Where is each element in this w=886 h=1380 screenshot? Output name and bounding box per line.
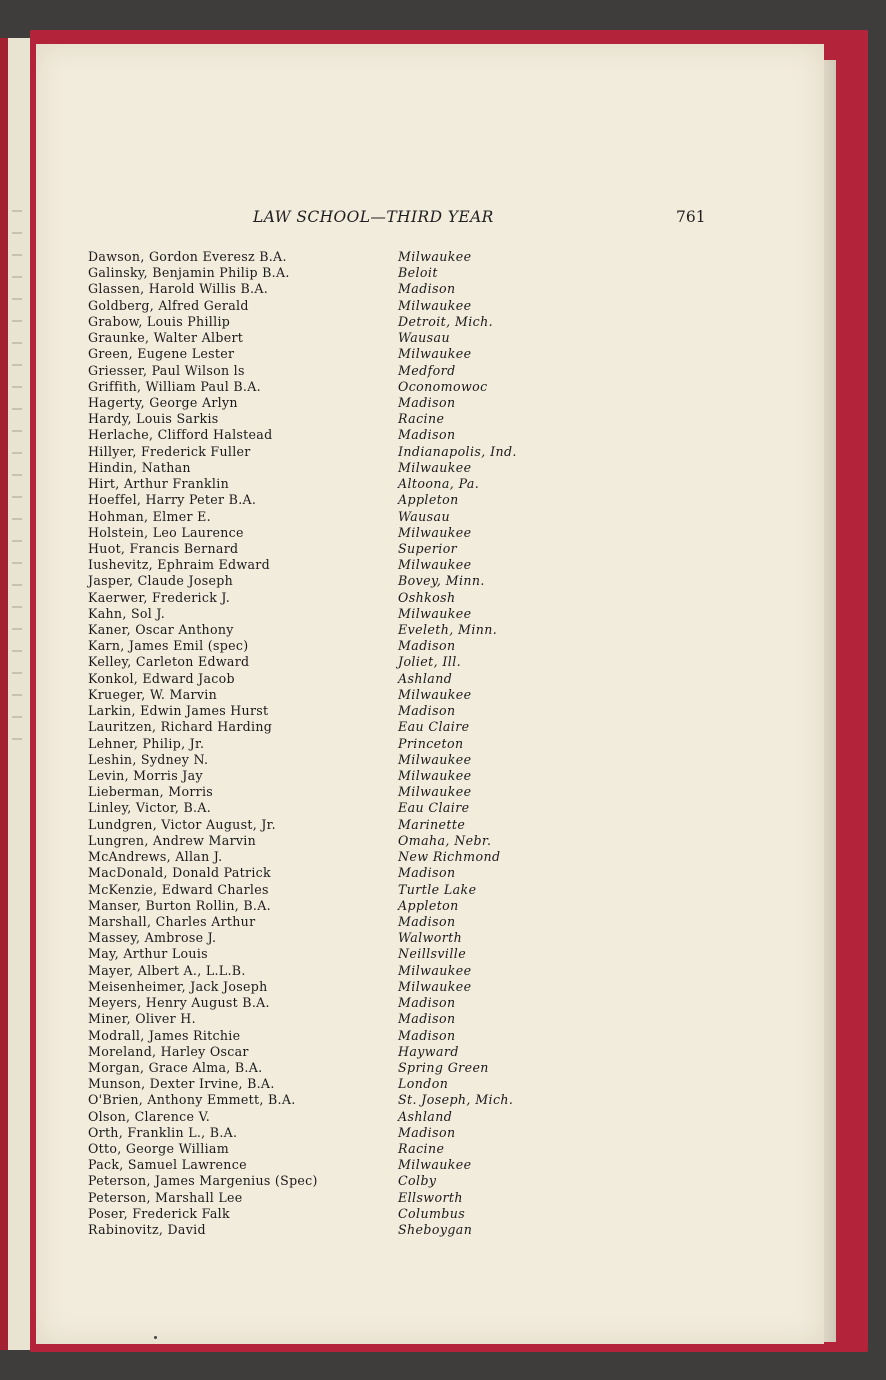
list-item <box>88 882 748 898</box>
student-hometown: Milwaukee <box>398 605 472 621</box>
list-item <box>88 817 748 833</box>
student-name: Krueger, W. Marvin <box>88 686 217 702</box>
student-name: MacDonald, Donald Patrick <box>88 865 271 881</box>
student-hometown: Appleton <box>398 897 459 913</box>
student-name: Kelley, Carleton Edward <box>88 654 250 670</box>
student-name: Mayer, Albert A., L.L.B. <box>88 962 246 978</box>
student-hometown: Eau Claire <box>398 800 470 816</box>
student-hometown: Medford <box>398 362 456 378</box>
student-name: Moreland, Harley Oscar <box>88 1043 249 1059</box>
list-item <box>88 1190 748 1206</box>
student-hometown: Ashland <box>398 1108 453 1124</box>
list-item <box>88 298 748 314</box>
list-item <box>88 979 748 995</box>
student-name: Green, Eugene Lester <box>88 346 235 362</box>
student-hometown: Walworth <box>398 930 463 946</box>
student-hometown: Detroit, Mich. <box>398 313 493 329</box>
student-name: Galinsky, Benjamin Philip B.A. <box>88 265 290 281</box>
student-name: Herlache, Clifford Halstead <box>88 427 273 443</box>
list-item <box>88 784 748 800</box>
student-hometown: Milwaukee <box>398 297 472 313</box>
list-item <box>88 1125 748 1141</box>
binding-edge <box>0 38 8 1350</box>
student-name: Huot, Francis Bernard <box>88 540 239 556</box>
student-name: Modrall, James Ritchie <box>88 1027 241 1043</box>
list-item <box>88 1173 748 1189</box>
student-name: Lundgren, Victor August, Jr. <box>88 816 276 832</box>
list-item <box>88 1028 748 1044</box>
student-hometown: Colby <box>398 1173 437 1189</box>
student-hometown: Milwaukee <box>398 557 472 573</box>
student-hometown: Eveleth, Minn. <box>398 622 498 638</box>
student-hometown: Madison <box>398 703 456 719</box>
student-name: Grabow, Louis Phillip <box>88 313 231 329</box>
student-hometown: Madison <box>398 281 456 297</box>
student-name: O'Brien, Anthony Emmett, B.A. <box>88 1092 296 1108</box>
student-hometown: Beloit <box>398 265 438 281</box>
student-hometown: Turtle Lake <box>398 881 477 897</box>
list-item <box>88 849 748 865</box>
list-item <box>88 265 748 281</box>
list-item <box>88 363 748 379</box>
student-name: Marshall, Charles Arthur <box>88 913 256 929</box>
student-hometown: Sheboygan <box>398 1222 473 1238</box>
list-item <box>88 411 748 427</box>
student-name: Hirt, Arthur Franklin <box>88 476 229 492</box>
student-hometown: Appleton <box>398 492 459 508</box>
list-item <box>88 930 748 946</box>
student-name: Glassen, Harold Willis B.A. <box>88 281 269 297</box>
student-name: Lungren, Andrew Marvin <box>88 832 257 848</box>
student-hometown: Madison <box>398 394 456 410</box>
list-item <box>88 865 748 881</box>
list-item <box>88 946 748 962</box>
ink-speck <box>154 1336 157 1339</box>
student-hometown: Madison <box>398 427 456 443</box>
student-hometown: Milwaukee <box>398 962 472 978</box>
student-hometown: Madison <box>398 1124 456 1140</box>
student-name: Linley, Victor, B.A. <box>88 800 212 816</box>
student-name: May, Arthur Louis <box>88 946 208 962</box>
list-item <box>88 736 748 752</box>
list-item <box>88 1044 748 1060</box>
student-hometown: St. Joseph, Mich. <box>398 1092 514 1108</box>
student-name: Graunke, Walter Albert <box>88 330 244 346</box>
student-hometown: Milwaukee <box>398 1157 472 1173</box>
student-name: Leshin, Sydney N. <box>88 751 209 767</box>
student-hometown: Bovey, Minn. <box>398 573 485 589</box>
student-name: Goldberg, Alfred Gerald <box>88 297 249 313</box>
list-item <box>88 379 748 395</box>
student-hometown: Superior <box>398 540 458 556</box>
student-name: Peterson, Marshall Lee <box>88 1189 243 1205</box>
student-name: Levin, Morris Jay <box>88 768 203 783</box>
list-item <box>88 638 748 654</box>
list-item <box>88 606 748 622</box>
page-header <box>36 208 824 228</box>
page-number: 761 <box>676 208 706 226</box>
student-hometown: Eau Claire <box>398 719 470 735</box>
list-item <box>88 1060 748 1076</box>
student-hometown: Milwaukee <box>398 784 472 800</box>
student-hometown: Racine <box>398 411 445 427</box>
student-name: Holstein, Leo Laurence <box>88 524 244 540</box>
student-name: Jasper, Claude Joseph <box>88 573 233 589</box>
student-name: Griffith, William Paul B.A. <box>88 378 261 394</box>
list-item <box>88 1076 748 1092</box>
student-hometown: Madison <box>398 865 456 881</box>
student-hometown: Madison <box>398 1027 456 1043</box>
student-name: McAndrews, Allan J. <box>88 849 223 865</box>
student-hometown: Ashland <box>398 670 453 686</box>
student-name: Konkol, Edward Jacob <box>88 670 235 686</box>
student-name: Poser, Frederick Falk <box>88 1205 230 1221</box>
student-name: Otto, George William <box>88 1141 229 1157</box>
list-item <box>88 492 748 508</box>
student-hometown: Milwaukee <box>398 978 472 994</box>
list-item <box>88 541 748 557</box>
page-stack-edge <box>824 60 836 1342</box>
student-hometown: Omaha, Nebr. <box>398 832 492 848</box>
list-item <box>88 1011 748 1027</box>
student-name: Lehner, Philip, Jr. <box>88 735 205 751</box>
book-page <box>36 44 824 1344</box>
student-name: Hohman, Elmer E. <box>88 508 211 524</box>
list-item <box>88 330 748 346</box>
student-hometown: Princeton <box>398 735 464 751</box>
student-hometown: Altoona, Pa. <box>398 476 480 492</box>
student-hometown: Milwaukee <box>398 249 472 264</box>
student-hometown: Columbus <box>398 1205 466 1221</box>
student-name: Miner, Oliver H. <box>88 1011 196 1027</box>
student-name: Massey, Ambrose J. <box>88 930 217 946</box>
student-hometown: Madison <box>398 638 456 654</box>
list-item <box>88 768 748 784</box>
list-item <box>88 460 748 476</box>
list-item <box>88 1222 748 1238</box>
student-hometown: Milwaukee <box>398 346 472 362</box>
list-item <box>88 573 748 589</box>
student-name: Manser, Burton Rollin, B.A. <box>88 897 271 913</box>
student-name: Morgan, Grace Alma, B.A. <box>88 1059 263 1075</box>
student-name: Lieberman, Morris <box>88 784 214 800</box>
list-item <box>88 590 748 606</box>
list-item <box>88 963 748 979</box>
student-name: Kaner, Oscar Anthony <box>88 622 234 638</box>
list-item <box>88 995 748 1011</box>
list-item <box>88 622 748 638</box>
list-item <box>88 671 748 687</box>
student-name: Hoeffel, Harry Peter B.A. <box>88 492 257 508</box>
student-name: Meisenheimer, Jack Joseph <box>88 978 268 994</box>
list-item <box>88 444 748 460</box>
list-item <box>88 346 748 362</box>
list-item <box>88 557 748 573</box>
list-item <box>88 833 748 849</box>
student-hometown: Milwaukee <box>398 768 472 783</box>
list-item <box>88 703 748 719</box>
list-item <box>88 1206 748 1222</box>
list-item <box>88 427 748 443</box>
student-name: Pack, Samuel Lawrence <box>88 1157 247 1173</box>
list-item <box>88 1109 748 1125</box>
list-item <box>88 800 748 816</box>
student-hometown: Indianapolis, Ind. <box>398 443 517 459</box>
list-item <box>88 1092 748 1108</box>
student-name: Iushevitz, Ephraim Edward <box>88 557 270 573</box>
student-name: Orth, Franklin L., B.A. <box>88 1124 238 1140</box>
list-item <box>88 752 748 768</box>
list-item <box>88 525 748 541</box>
student-hometown: New Richmond <box>398 849 501 865</box>
list-item <box>88 1141 748 1157</box>
list-item <box>88 476 748 492</box>
list-item <box>88 281 748 297</box>
student-hometown: Milwaukee <box>398 459 472 475</box>
student-hometown: Milwaukee <box>398 686 472 702</box>
student-name: Karn, James Emil (spec) <box>88 638 249 654</box>
student-name: Hardy, Louis Sarkis <box>88 411 219 427</box>
student-name: Kaerwer, Frederick J. <box>88 589 231 605</box>
student-name: Olson, Clarence V. <box>88 1108 211 1124</box>
list-item <box>88 719 748 735</box>
list-item <box>88 249 748 265</box>
list-item <box>88 1157 748 1173</box>
student-hometown: Madison <box>398 995 456 1011</box>
student-hometown: London <box>398 1076 449 1092</box>
student-name: Hagerty, George Arlyn <box>88 394 238 410</box>
list-item <box>88 395 748 411</box>
student-hometown: Ellsworth <box>398 1189 463 1205</box>
list-item <box>88 898 748 914</box>
student-name: Larkin, Edwin James Hurst <box>88 703 269 719</box>
student-hometown: Madison <box>398 913 456 929</box>
student-hometown: Oconomowoc <box>398 378 488 394</box>
student-hometown: Wausau <box>398 330 450 346</box>
list-item <box>88 509 748 525</box>
student-name: Kahn, Sol J. <box>88 605 166 621</box>
student-hometown: Milwaukee <box>398 524 472 540</box>
student-name: Meyers, Henry August B.A. <box>88 995 270 1011</box>
list-item <box>88 914 748 930</box>
list-item <box>88 314 748 330</box>
student-name: Peterson, James Margenius (Spec) <box>88 1173 318 1189</box>
student-name: Lauritzen, Richard Harding <box>88 719 273 735</box>
student-name: Dawson, Gordon Everesz B.A. <box>88 249 287 264</box>
student-hometown: Wausau <box>398 508 450 524</box>
student-name: Munson, Dexter Irvine, B.A. <box>88 1076 275 1092</box>
student-hometown: Milwaukee <box>398 751 472 767</box>
student-hometown: Oshkosh <box>398 589 456 605</box>
student-name: Griesser, Paul Wilson ls <box>88 362 245 378</box>
student-hometown: Spring Green <box>398 1059 489 1075</box>
student-name: McKenzie, Edward Charles <box>88 881 269 897</box>
student-name: Hillyer, Frederick Fuller <box>88 443 251 459</box>
list-item <box>88 687 748 703</box>
student-hometown: Racine <box>398 1141 445 1157</box>
student-hometown: Hayward <box>398 1043 459 1059</box>
student-name: Rabinovitz, David <box>88 1222 206 1238</box>
student-hometown: Joliet, Ill. <box>398 654 462 670</box>
student-list <box>88 249 748 1238</box>
adjacent-page-text-bleed <box>12 200 22 740</box>
student-name: Hindin, Nathan <box>88 459 191 475</box>
list-item <box>88 654 748 670</box>
student-hometown: Neillsville <box>398 946 467 962</box>
running-title: LAW SCHOOL—THIRD YEAR <box>253 208 494 226</box>
student-hometown: Madison <box>398 1011 456 1027</box>
student-hometown: Marinette <box>398 816 466 832</box>
